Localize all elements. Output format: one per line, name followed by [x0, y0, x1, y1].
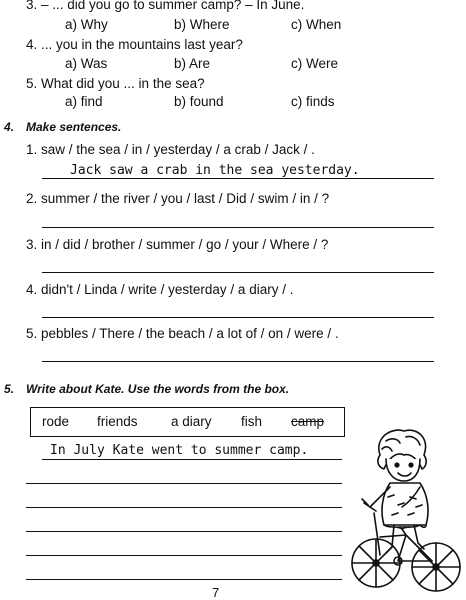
ex5-line-2	[26, 483, 342, 484]
ex3-q3-option-b: b) Where	[174, 17, 230, 32]
ex3-q5-option-c: c) finds	[291, 94, 335, 109]
ex5-line-6	[26, 579, 342, 580]
ex3-q5-option-a: a) find	[65, 94, 103, 109]
ex4-item-2-line	[42, 227, 434, 228]
ex3-q3-text: 3. – ... did you go to summer camp? – In June.	[26, 0, 305, 12]
ex3-q4-option-b: b) Are	[174, 56, 211, 71]
girl-on-bicycle-illustration	[346, 425, 464, 595]
ex4-item-1-answer: Jack saw a crab in the sea yesterday.	[70, 163, 360, 178]
ex4-heading: Make sentences.	[26, 120, 122, 134]
ex5-line-4	[26, 531, 342, 532]
ex3-q4-text: 4. ... you in the mountains last year?	[26, 37, 243, 52]
ex4-item-4-line	[42, 317, 434, 318]
ex3-q4-option-c: c) Were	[291, 56, 339, 71]
ex4-item-4-text: 4. didn't / Linda / write / yesterday / a diary / .	[26, 282, 294, 297]
box-word-a-diary: a diary	[171, 414, 212, 429]
ex4-item-3-text: 3. in / did / brother / summer / go / your / Where / ?	[26, 237, 329, 252]
ex3-q4-option-a: a) Was	[65, 56, 108, 71]
ex3-q5-text: 5. What did you ... in the sea?	[26, 76, 205, 91]
ex5-line-1	[42, 459, 342, 460]
ex4-item-5-line	[42, 361, 434, 362]
ex4-heading-number: 4.	[4, 120, 15, 134]
ex5-heading: Write about Kate. Use the words from the box.	[26, 382, 290, 396]
box-word-camp-crossed: camp	[291, 414, 325, 429]
ex4-item-2-text: 2. summer / the river / you / last / Did / swim / in / ?	[26, 191, 330, 206]
box-word-friends: friends	[97, 414, 138, 429]
page-number: 7	[212, 585, 220, 600]
box-word-rode: rode	[42, 414, 70, 429]
ex5-answer: In July Kate went to summer camp.	[50, 443, 309, 458]
ex5-heading-number: 5.	[4, 382, 15, 396]
word-box	[30, 407, 345, 437]
ex5-line-3	[26, 507, 342, 508]
ex4-item-1-text: 1. saw / the sea / in / yesterday / a crab / Jack / .	[26, 142, 315, 157]
ex3-q3-option-a: a) Why	[65, 17, 108, 32]
box-word-fish: fish	[241, 414, 263, 429]
ex4-item-5-text: 5. pebbles / There / the beach / a lot of / on / were / .	[26, 326, 339, 341]
ex3-q5-option-b: b) found	[174, 94, 224, 109]
ex3-q3-option-c: c) When	[291, 17, 342, 32]
ex4-item-3-line	[42, 272, 434, 273]
ex4-item-1-line	[42, 178, 434, 179]
ex5-line-5	[26, 555, 342, 556]
